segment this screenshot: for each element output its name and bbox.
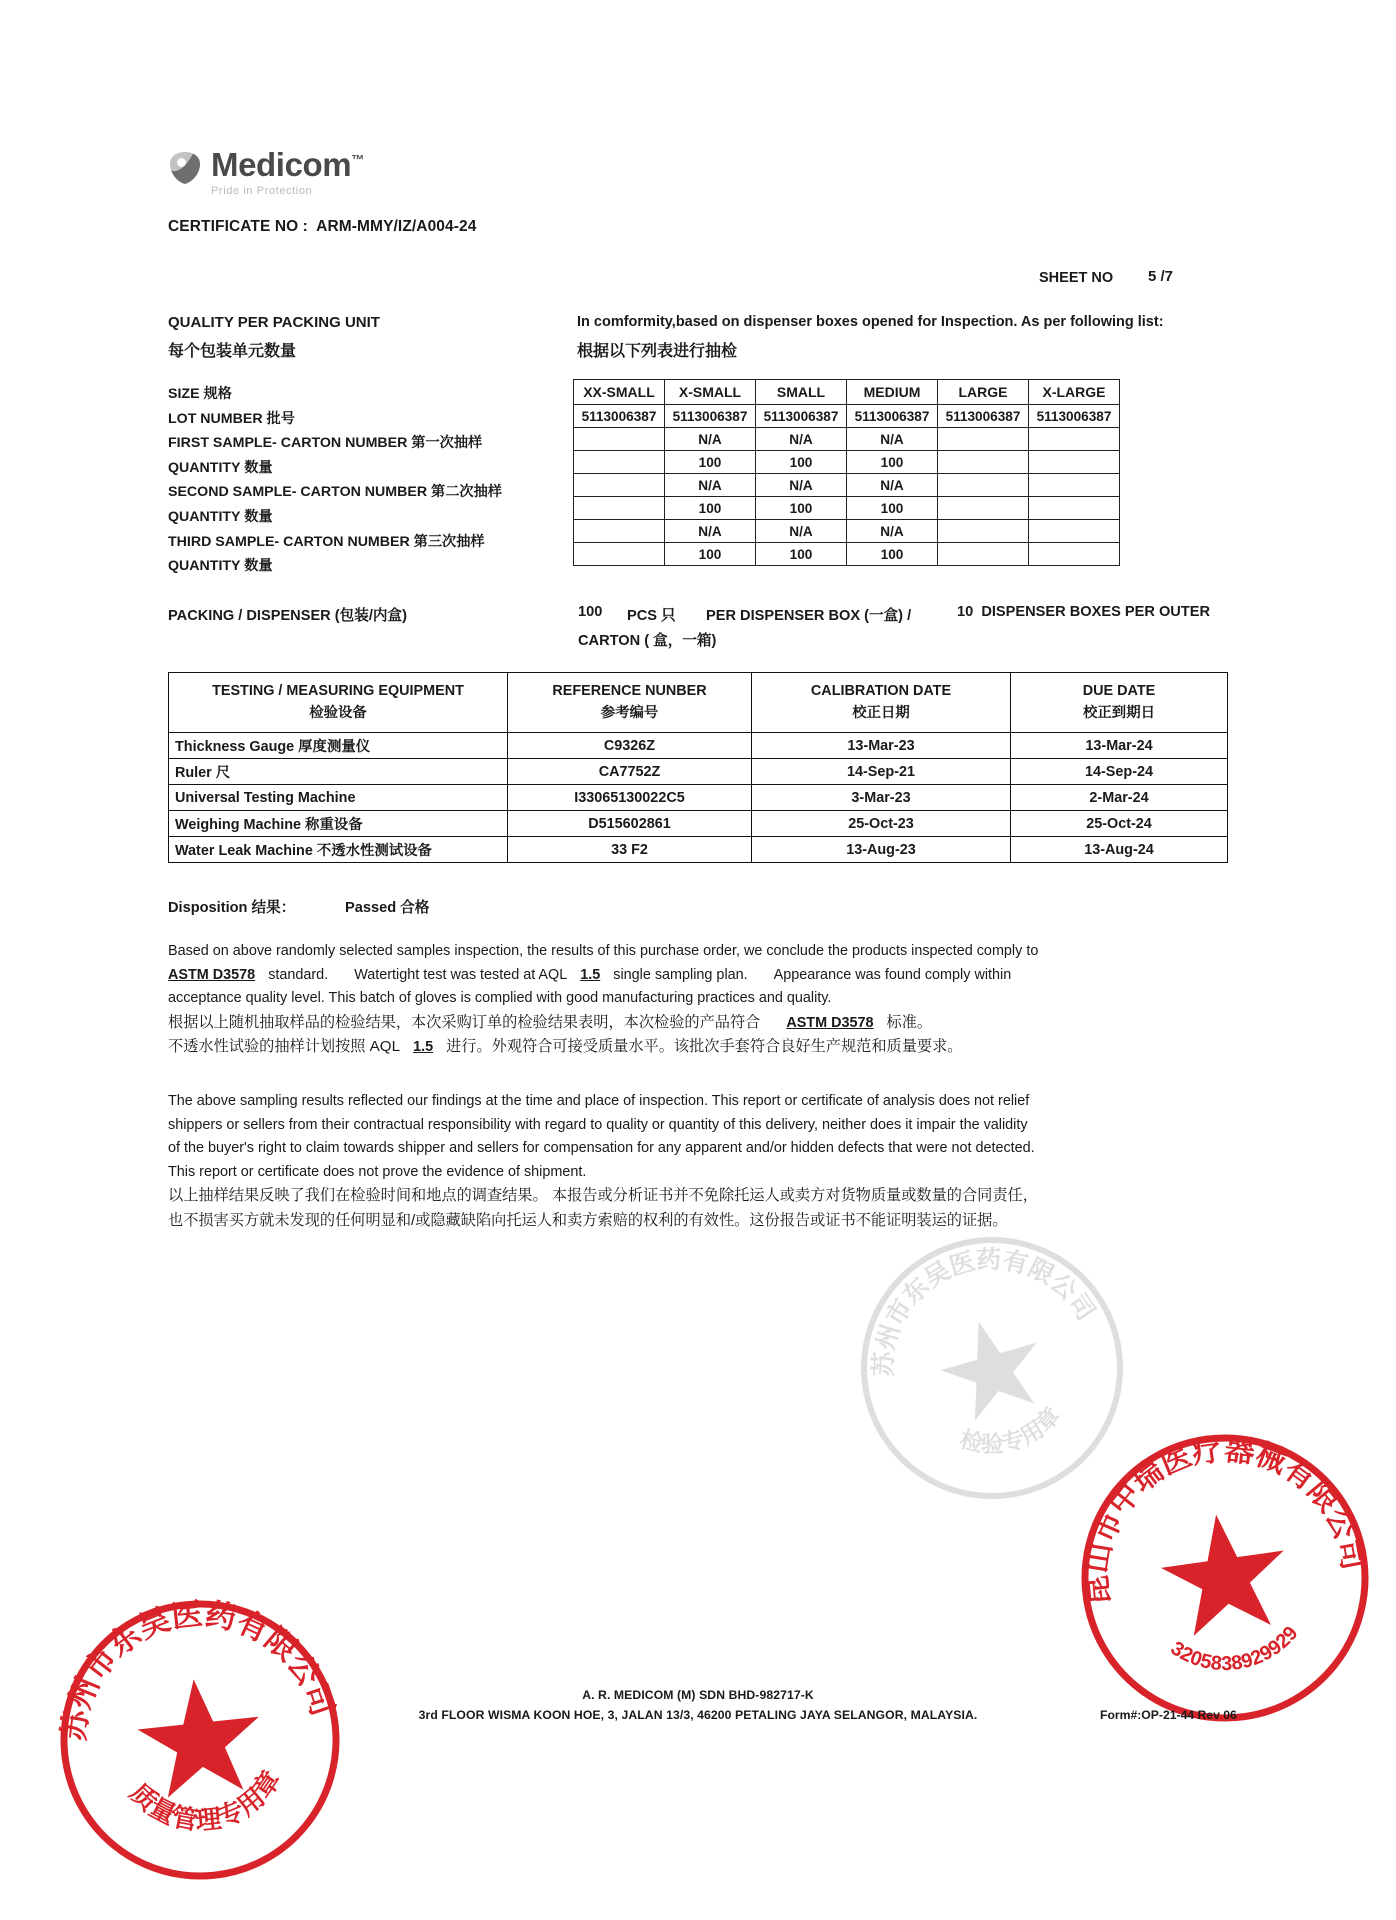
qty2-x-small: 100 [665, 497, 756, 520]
qty2-large [938, 497, 1029, 520]
packing-label: PACKING / DISPENSER (包装/内盒) [168, 608, 407, 624]
table-row [574, 428, 1120, 451]
size-col-large: LARGE [938, 380, 1029, 405]
label-first-sample: FIRST SAMPLE- CARTON NUMBER 第一次抽样 [168, 435, 483, 452]
size-table-header-row [574, 380, 1120, 405]
lot-xx-small: 5113006387 [574, 405, 665, 428]
qty3-medium: 100 [847, 543, 938, 566]
qty2-small: 100 [756, 497, 847, 520]
size-col-x-large: X-LARGE [1029, 380, 1120, 405]
eq-due-3: 25-Oct-24 [1011, 811, 1228, 837]
eq-cal-2: 3-Mar-23 [752, 785, 1011, 811]
size-sampling-table [573, 379, 1120, 566]
disposition-value: Passed 合格 [345, 900, 430, 916]
disclaimer-en-2: shippers or sellers from their contractual responsibility with regard to quality or quantity of this delivery, neither does it impair the validity [168, 1116, 1028, 1133]
conclusion-cn-line-2a: 不透水性试验的抽样计划按照 AQL [168, 1038, 401, 1056]
conclusion-paragraph [168, 940, 1228, 1060]
first-sample-small: N/A [756, 428, 847, 451]
quality-title-en: QUALITY PER PACKING UNIT [168, 314, 380, 331]
company-seal-red [1075, 1428, 1375, 1728]
conclusion-cn-line-2b: 进行。外观符合可接受质量水平。该批次手套符合良好生产规范和质量要求。 [446, 1038, 963, 1056]
astm-standard-en: ASTM D3578 [168, 966, 256, 983]
eq-header-equipment-cn: 检验设备 [309, 705, 367, 721]
label-size: SIZE 规格 [168, 386, 232, 402]
second-sample-xx-small [574, 474, 665, 497]
qty3-small: 100 [756, 543, 847, 566]
eq-header-due-cn: 校正到期日 [1083, 705, 1155, 721]
qty2-medium: 100 [847, 497, 938, 520]
eq-ref-3: D515602861 [508, 811, 752, 837]
label-lot-number: LOT NUMBER 批号 [168, 410, 295, 427]
table-row [574, 543, 1120, 566]
table-row [169, 785, 1228, 811]
table-row [169, 759, 1228, 785]
disclaimer-en-4: This report or certificate does not prove the evidence of shipment. [168, 1163, 587, 1180]
eq-ref-2: I33065130022C5 [508, 785, 752, 811]
label-third-sample: THIRD SAMPLE- CARTON NUMBER 第三次抽样 [168, 533, 485, 550]
quality-title-cn: 每个包装单元数量 [168, 343, 297, 360]
sheet-no-label: SHEET NO [1039, 270, 1114, 286]
eq-header-equipment-en: TESTING / MEASURING EQUIPMENT [212, 683, 464, 699]
qty2-xx-small [574, 497, 665, 520]
sampling-row-labels [168, 382, 502, 579]
eq-ref-4: 33 F2 [508, 837, 752, 863]
logo-trademark: ™ [351, 152, 364, 167]
eq-name-1: Ruler 尺 [169, 759, 508, 785]
footer-form-number: Form#:OP-21-44 Rev 06 [1100, 1708, 1237, 1722]
eq-ref-0: C9326Z [508, 733, 752, 759]
qty3-large [938, 543, 1029, 566]
table-row [169, 733, 1228, 759]
svg-text:3205838929929: 3205838929929 [1166, 1622, 1303, 1676]
qty3-x-small: 100 [665, 543, 756, 566]
table-row [574, 405, 1120, 428]
eq-name-3: Weighing Machine 称重设备 [169, 811, 508, 837]
eq-due-1: 14-Sep-24 [1011, 759, 1228, 785]
eq-cal-3: 25-Oct-23 [752, 811, 1011, 837]
first-sample-large [938, 428, 1029, 451]
packing-pcs: PCS 只 [627, 608, 676, 624]
disclaimer-paragraph [168, 1090, 1228, 1234]
second-sample-medium: N/A [847, 474, 938, 497]
third-sample-small: N/A [756, 520, 847, 543]
third-sample-xx-small [574, 520, 665, 543]
qty1-large [938, 451, 1029, 474]
conformity-note-en: In comformity,based on dispenser boxes opened for Inspection. As per following list: [577, 314, 1164, 330]
table-row [574, 520, 1120, 543]
equipment-header-row [169, 673, 1228, 733]
conformity-note-cn: 根据以下列表进行抽检 [577, 343, 738, 360]
disclaimer-cn-1: 以上抽样结果反映了我们在检验时间和地点的调查结果。 本报告或分析证书并不免除托运人或卖方对货物质量或数量的合同责任， [168, 1187, 1038, 1205]
qty3-xx-small [574, 543, 665, 566]
certificate-number: CERTIFICATE NO : ARM-MMY/IZ/A004-24 [168, 218, 477, 235]
eq-header-calibration-cn: 校正日期 [852, 705, 910, 721]
table-row [169, 837, 1228, 863]
qty1-x-large [1029, 451, 1120, 474]
qty1-small: 100 [756, 451, 847, 474]
lot-x-large: 5113006387 [1029, 405, 1120, 428]
svg-text:苏州市东吴医药有限公司: 苏州市东吴医药有限公司 [56, 1596, 341, 1743]
first-sample-x-small: N/A [665, 428, 756, 451]
second-sample-x-small: N/A [665, 474, 756, 497]
logo-name: Medicom [211, 146, 352, 183]
third-sample-medium: N/A [847, 520, 938, 543]
quality-management-stamp-red [55, 1595, 345, 1885]
eq-cal-0: 13-Mar-23 [752, 733, 1011, 759]
eq-header-calibration-en: CALIBRATION DATE [810, 683, 952, 699]
svg-text:质量管理专用章: 质量管理专用章 [124, 1765, 287, 1836]
astm-standard-cn: ASTM D3578 [786, 1014, 874, 1031]
first-sample-medium: N/A [847, 428, 938, 451]
disclaimer-en-3: of the buyer's right to claim towards shipper and sellers for compensation for any apparent and/or hidden defects that were not detected. [168, 1140, 1035, 1157]
lot-small: 5113006387 [756, 405, 847, 428]
conclusion-line-2a: standard. [268, 966, 329, 983]
medicom-logo [168, 148, 364, 197]
lot-medium: 5113006387 [847, 405, 938, 428]
qty1-x-small: 100 [665, 451, 756, 474]
eq-header-equipment [169, 673, 508, 733]
table-row [169, 811, 1228, 837]
conclusion-line-2c: single sampling plan. [613, 966, 748, 983]
svg-text:昆山市中瑞医疗器械有限公司: 昆山市中瑞医疗器械有限公司 [1080, 1433, 1370, 1607]
eq-cal-4: 13-Aug-23 [752, 837, 1011, 863]
size-col-xx-small: XX-SMALL [574, 380, 665, 405]
label-second-sample: SECOND SAMPLE- CARTON NUMBER 第二次抽样 [168, 484, 502, 501]
packing-qty: 100 [578, 604, 603, 620]
third-sample-x-small: N/A [665, 520, 756, 543]
disclaimer-en-1: The above sampling results reflected our findings at the time and place of inspection. This report or certificate of analysis does not relief [168, 1093, 1030, 1109]
lot-large: 5113006387 [938, 405, 1029, 428]
third-sample-x-large [1029, 520, 1120, 543]
eq-header-reference [508, 673, 752, 733]
footer-company: A. R. MEDICOM (M) SDN BHD-982717-K [582, 1688, 814, 1702]
second-sample-x-large [1029, 474, 1120, 497]
table-row [574, 497, 1120, 520]
packing-per-box: PER DISPENSER BOX (一盒) / [706, 608, 912, 624]
lot-x-small: 5113006387 [665, 405, 756, 428]
conclusion-line-1: Based on above randomly selected samples inspection, the results of this purchase order, we conclude the products inspected comply to [168, 943, 1039, 959]
conclusion-line-2d: Appearance was found comply within [773, 966, 1012, 983]
eq-cal-1: 14-Sep-21 [752, 759, 1011, 785]
third-sample-large [938, 520, 1029, 543]
label-quantity-2: QUANTITY 数量 [168, 508, 273, 525]
qty1-xx-small [574, 451, 665, 474]
eq-name-0: Thickness Gauge 厚度测量仪 [169, 733, 508, 759]
table-row [574, 474, 1120, 497]
second-sample-large [938, 474, 1029, 497]
size-col-small: SMALL [756, 380, 847, 405]
equipment-calibration-table [168, 672, 1228, 863]
eq-header-due-en: DUE DATE [1082, 683, 1156, 699]
disposition-label: Disposition 结果： [168, 900, 296, 916]
logo-tagline: Pride in Protection [211, 185, 313, 197]
table-row [574, 451, 1120, 474]
eq-due-4: 13-Aug-24 [1011, 837, 1228, 863]
qty3-x-large [1029, 543, 1120, 566]
eq-header-due [1011, 673, 1228, 733]
qty2-x-large [1029, 497, 1120, 520]
disclaimer-cn-2: 也不损害买方就未发现的任何明显和/或隐藏缺陷向托运人和卖方索赔的权利的有效性。这份报告或证书不能证明装运的证据。 [168, 1211, 1008, 1229]
eq-header-reference-en: REFERENCE NUNBER [552, 683, 707, 699]
eq-name-2: Universal Testing Machine [169, 785, 508, 811]
footer-address: 3rd FLOOR WISMA KOON HOE, 3, JALAN 13/3, 46200 PETALING JAYA SELANGOR, MALAYSIA. [418, 1708, 978, 1722]
conclusion-cn-line-1b: 标准。 [886, 1013, 933, 1031]
logo-wordmark [211, 148, 364, 197]
eq-due-2: 2-Mar-24 [1011, 785, 1228, 811]
eq-name-4: Water Leak Machine 不透水性测试设备 [169, 837, 508, 863]
eq-header-calibration [752, 673, 1011, 733]
size-col-medium: MEDIUM [847, 380, 938, 405]
label-quantity-3: QUANTITY 数量 [168, 558, 273, 575]
aql-value-en: 1.5 [580, 966, 601, 983]
packing-outer: 10 DISPENSER BOXES PER OUTER [957, 604, 1211, 620]
conclusion-cn-line-1a: 根据以上随机抽取样品的检验结果，本次采购订单的检验结果表明，本次检验的产品符合 [168, 1013, 761, 1031]
first-sample-x-large [1029, 428, 1120, 451]
medicom-shield-logo [168, 150, 202, 186]
qty1-medium: 100 [847, 451, 938, 474]
svg-text:苏州市东吴医药有限公司: 苏州市东吴医药有限公司 [869, 1245, 1100, 1377]
size-col-x-small: X-SMALL [665, 380, 756, 405]
eq-due-0: 13-Mar-24 [1011, 733, 1228, 759]
first-sample-xx-small [574, 428, 665, 451]
conclusion-line-2b: Watertight test was tested at AQL [354, 966, 568, 983]
conclusion-line-3: acceptance quality level. This batch of gloves is complied with good manufacturing practices and quality. [168, 990, 832, 1007]
packing-carton: CARTON ( 盒，一箱) [578, 633, 717, 649]
label-quantity-1: QUANTITY 数量 [168, 459, 273, 476]
sheet-no-value: 5 /7 [1148, 268, 1174, 285]
aql-value-cn: 1.5 [413, 1039, 434, 1056]
svg-text:检验专用章: 检验专用章 [957, 1402, 1066, 1458]
eq-header-reference-cn: 参考编号 [600, 705, 659, 721]
eq-ref-1: CA7752Z [508, 759, 752, 785]
second-sample-small: N/A [756, 474, 847, 497]
